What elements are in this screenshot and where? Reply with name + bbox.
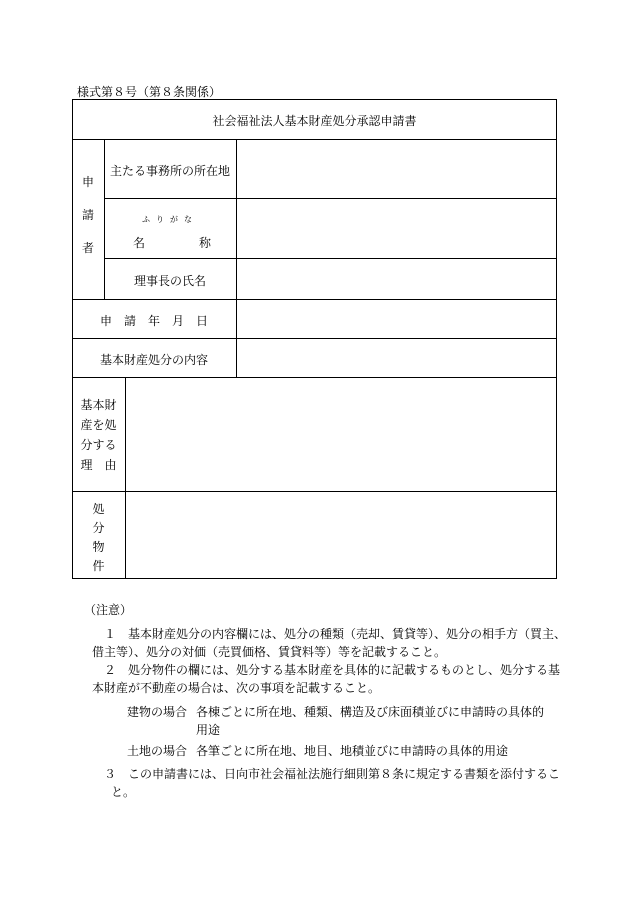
furigana-label: ふりがな <box>142 215 198 224</box>
table-border-bottom <box>72 578 557 579</box>
disposal-content-label: 基本財産処分の内容 <box>99 353 208 367</box>
note-1-line-1: １ 基本財産処分の内容欄には、処分の種類（売却、賃貸等）、処分の相手方（買主、 <box>104 627 567 641</box>
note-building-text-1: 各棟ごとに所在地、種類、構造及び床面積並びに申請時の具体的 <box>196 705 545 719</box>
note-2-line-2: 本財産が不動産の場合は、次の事項を記載すること。 <box>92 681 381 695</box>
property-label-char: 処 <box>92 502 105 516</box>
note-land-label: 土地の場合 <box>127 744 188 758</box>
note-2-line-1: ２ 処分物件の欄には、処分する基本財産を具体的に記載するものとし、処分する基 <box>104 663 561 677</box>
reason-label-line: 基本財 <box>80 398 117 412</box>
row-divider <box>104 258 557 259</box>
name-label-first: 名 <box>133 236 146 250</box>
row-divider <box>72 377 557 378</box>
property-label-char: 物 <box>92 540 105 554</box>
row-divider <box>72 139 557 140</box>
column-divider <box>125 377 126 579</box>
note-land-text: 各筆ごとに所在地、地目、地積並びに申請時の具体的用途 <box>196 744 509 758</box>
note-building-label: 建物の場合 <box>127 705 188 719</box>
row-divider <box>72 338 557 339</box>
notes-heading: （注意） <box>84 603 133 617</box>
office-location-label: 主たる事務所の所在地 <box>109 164 230 178</box>
reason-label-line: 分する <box>80 438 117 452</box>
form-number: 様式第８号（第８条関係） <box>77 85 222 99</box>
applicant-label-char: 申 <box>81 175 94 189</box>
reason-label-line: 理 由 <box>80 458 117 472</box>
note-3-line-1: ３ この申請書には、日向市社会福祉法施行細則第８条に規定する書類を添付するこ <box>104 767 561 781</box>
name-label-second: 称 <box>199 236 212 250</box>
column-divider <box>236 139 237 378</box>
reason-label-line: 産を処 <box>80 418 117 432</box>
row-divider <box>72 299 557 300</box>
table-border-top <box>72 99 557 100</box>
row-divider <box>104 198 557 199</box>
property-label <box>72 503 125 572</box>
property-label-char: 分 <box>92 521 105 535</box>
row-divider <box>72 491 557 492</box>
chairman-name-label: 理事長の氏名 <box>133 274 206 288</box>
form-title: 社会福祉法人基本財産処分承認申請書 <box>212 114 417 128</box>
property-label-char: 件 <box>92 559 105 573</box>
note-building-text-2: 用途 <box>196 723 221 737</box>
reason-label <box>72 399 125 471</box>
applicant-label-char: 者 <box>81 241 94 255</box>
applicant-group-label <box>72 176 104 254</box>
table-border-right <box>556 99 557 579</box>
applicant-label-char: 請 <box>81 208 94 222</box>
note-3-line-2: と。 <box>111 785 136 799</box>
note-1-line-2: 借主等）、処分の対価（売買価格、賃貸料等）等を記載すること。 <box>92 645 447 659</box>
application-date-label: 申 請 年 月 日 <box>99 314 208 328</box>
